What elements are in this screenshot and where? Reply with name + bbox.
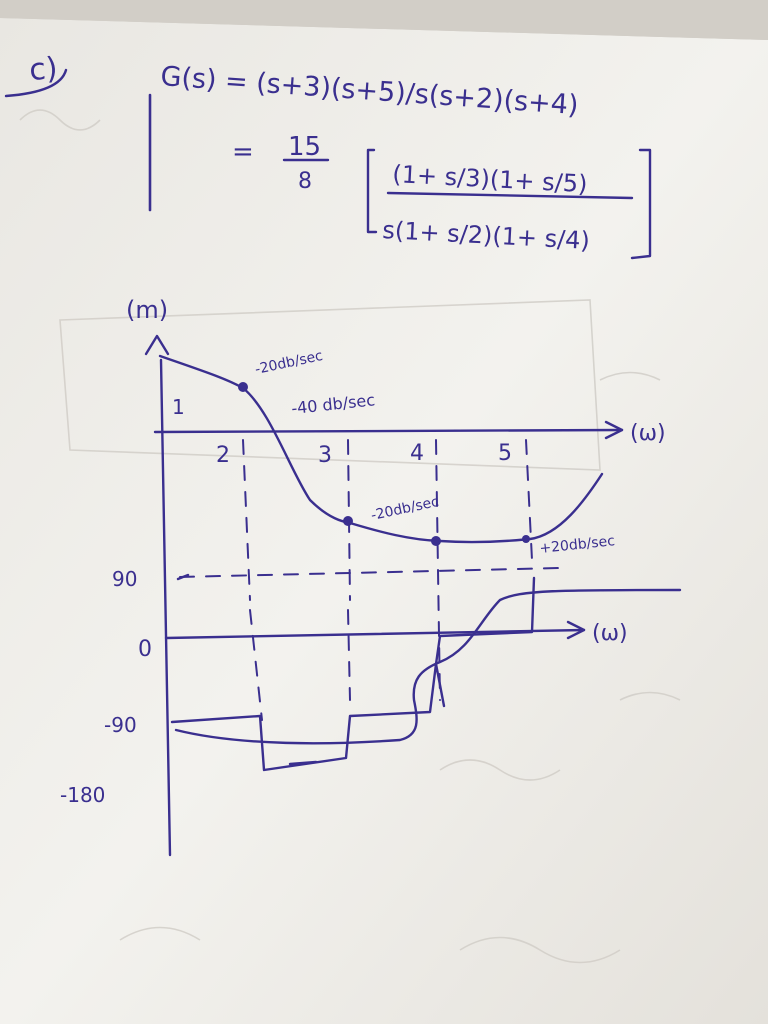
magnitude-axis-label: (m) [126, 296, 169, 324]
x-tick-2: 2 [216, 443, 230, 468]
phase-tick-minus-90: -90 [104, 713, 137, 737]
y-tick-1: 1 [172, 395, 185, 419]
slope-label-3: -20db/sec [369, 493, 441, 524]
x-tick-5: 5 [498, 441, 512, 466]
bracket-numerator: (1+ s/3)(1+ s/5) [391, 160, 589, 199]
slope-label-2: -40 db/sec [290, 390, 376, 418]
equation-equals: = [232, 137, 254, 167]
corner-point-2 [238, 382, 248, 392]
phase-tick-0: 0 [138, 637, 152, 662]
phase-x-label: (ω) [592, 621, 628, 646]
corner-point-3 [343, 516, 353, 526]
phase-tick-minus-180: -180 [60, 783, 106, 807]
coefficient-denominator: 8 [298, 169, 312, 194]
slope-label-1: -20db/sec [253, 347, 325, 378]
phase-tick-90: 90 [112, 567, 138, 591]
magnitude-x-label: (ω) [630, 421, 666, 446]
bracket-denominator: s(1+ s/2)(1+ s/4) [381, 216, 591, 255]
coefficient-numerator: 15 [288, 132, 322, 162]
slope-label-4: +20db/sec [538, 533, 616, 557]
x-tick-4: 4 [410, 441, 424, 466]
corner-point-4 [431, 536, 441, 546]
corner-point-5 [522, 535, 530, 543]
problem-label: c) [28, 51, 59, 88]
x-tick-3: 3 [318, 443, 332, 468]
equation-line-1: G(s) = (s+3)(s+5)/s(s+2)(s+4) [159, 61, 580, 122]
